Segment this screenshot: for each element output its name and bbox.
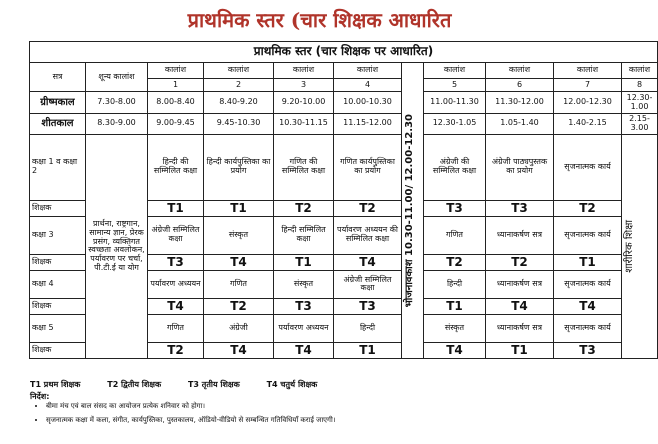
subject-cell: ध्यानाकर्षण सत्र: [486, 216, 554, 254]
teacher-cell: T3: [554, 343, 622, 359]
time-cell: 2.15-3.00: [622, 114, 658, 135]
subject-cell: अंग्रेजी पाठ्यपुस्तक का प्रयोग: [486, 134, 554, 200]
subject-cell: हिन्दी की सम्मिलित कक्षा: [148, 134, 204, 200]
teacher-cell: T1: [554, 254, 622, 270]
subject-cell: सृजनात्मक कार्य: [554, 216, 622, 254]
teacher-cell: T4: [204, 254, 274, 270]
col-header: कालांश: [204, 63, 274, 79]
subject-cell: सृजनात्मक कार्य: [554, 270, 622, 298]
teacher-cell: T4: [486, 298, 554, 314]
time-cell: 10.30-11.15: [274, 114, 334, 135]
teacher-cell: T4: [554, 298, 622, 314]
time-cell: 12.30-1.00: [622, 92, 658, 114]
winter-label: शीतकाल: [30, 114, 86, 135]
page-title: प्राथमिक स्तर (चार शिक्षक आधारित: [187, 8, 452, 32]
subject-cell: पर्यावरण अध्ययन: [274, 315, 334, 343]
col-header-zero: शून्य कालांश: [86, 63, 148, 92]
header-row: [30, 63, 658, 79]
subject-cell: गणित: [148, 315, 204, 343]
time-cell: 12.30-1.05: [424, 114, 486, 135]
time-cell: 1.40-2.15: [554, 114, 622, 135]
col-header: कालांश: [622, 63, 658, 79]
teacher-cell: T2: [334, 200, 402, 216]
teacher-cell: T4: [424, 343, 486, 359]
subject-cell: पर्यावरण अध्ययन: [148, 270, 204, 298]
class-label: कक्षा 1 व कक्षा 2: [30, 134, 86, 200]
class-1-2-row: [30, 134, 658, 200]
subject-cell: ध्यानाकर्षण सत्र: [486, 270, 554, 298]
teacher-cell: T4: [204, 343, 274, 359]
teacher-label: शिक्षक: [30, 254, 86, 270]
teacher-cell: T1: [486, 343, 554, 359]
class-label: कक्षा 3: [30, 216, 86, 254]
time-cell: 8.00-8.40: [148, 92, 204, 114]
teacher-legend: [30, 379, 341, 390]
legend-item: T1 प्रथम शिक्षक: [30, 380, 81, 389]
teacher-cell: T2: [148, 343, 204, 359]
col-header: कालांश: [554, 63, 622, 79]
teacher-cell: T2: [554, 200, 622, 216]
subject-cell: गणित: [204, 270, 274, 298]
teacher-cell: T1: [274, 254, 334, 270]
time-cell: 12.00-12.30: [554, 92, 622, 114]
col-header: कालांश: [148, 63, 204, 79]
period-number: 6: [486, 79, 554, 92]
col-header: कालांश: [424, 63, 486, 79]
teacher-cell: T4: [334, 254, 402, 270]
physical-education-cell: [622, 134, 658, 359]
time-cell: 9.45-10.30: [204, 114, 274, 135]
teacher-cell: T4: [148, 298, 204, 314]
teacher-cell: T4: [274, 343, 334, 359]
teacher-label: शिक्षक: [30, 298, 86, 314]
teacher-cell: T1: [424, 298, 486, 314]
col-header-session: सत्र: [30, 63, 86, 92]
period-number: 8: [622, 79, 658, 92]
time-cell: 10.00-10.30: [334, 92, 402, 114]
subject-cell: संस्कृत: [204, 216, 274, 254]
subject-cell: हिन्दी: [424, 270, 486, 298]
col-header: कालांश: [274, 63, 334, 79]
subject-cell: गणित: [424, 216, 486, 254]
legend-item: T4 चतुर्थ शिक्षक: [266, 380, 318, 389]
summer-row: [30, 92, 658, 114]
period-number: 5: [424, 79, 486, 92]
notes-list: [30, 402, 626, 430]
teacher-cell: T3: [334, 298, 402, 314]
subject-cell: संस्कृत: [274, 270, 334, 298]
period-number: 2: [204, 79, 274, 92]
timetable: [29, 41, 658, 359]
lunch-column: [402, 63, 424, 359]
subject-cell: अंग्रेजी सम्मिलित कक्षा: [148, 216, 204, 254]
subject-cell: हिन्दी कार्यपुस्तिका का प्रयोग: [204, 134, 274, 200]
time-cell: 8.40-9.20: [204, 92, 274, 114]
class-label: कक्षा 5: [30, 315, 86, 343]
teacher-cell: T2: [274, 200, 334, 216]
class-label: कक्षा 4: [30, 270, 86, 298]
legend-item: T3 तृतीय शिक्षक: [187, 380, 240, 389]
teacher-cell: T1: [334, 343, 402, 359]
subject-cell: पर्यावरण अध्ययन की सम्मिलित कक्षा: [334, 216, 402, 254]
notes-title: निर्देश:: [30, 392, 50, 401]
table-heading: प्राथमिक स्तर (चार शिक्षक पर आधारित): [30, 42, 658, 63]
teacher-cell: T2: [204, 298, 274, 314]
subject-cell: गणित कार्यपुस्तिका का प्रयोग: [334, 134, 402, 200]
teacher-cell: T3: [486, 200, 554, 216]
time-cell: 9.00-9.45: [148, 114, 204, 135]
teacher-cell: T2: [486, 254, 554, 270]
summer-zero-time: 7.30-8.00: [86, 92, 148, 114]
teacher-label: शिक्षक: [30, 200, 86, 216]
teacher-cell: T3: [274, 298, 334, 314]
teacher-cell: T1: [204, 200, 274, 216]
note-item: • बीमा मंच एवं बाल संसद का आयोजन प्रत्येक शनिवार को होगा।: [46, 402, 626, 411]
subject-cell: हिन्दी सम्मिलित कक्षा: [274, 216, 334, 254]
subject-cell: अंग्रेजी की सम्मिलित कक्षा: [424, 134, 486, 200]
lunch-label: भोजनावकाश 10.30-11.00/ 12.00-12.30: [404, 114, 415, 308]
period-number: 7: [554, 79, 622, 92]
teacher-cell: T3: [148, 254, 204, 270]
period-number: 3: [274, 79, 334, 92]
subject-cell: अंग्रेजी सम्मिलित कक्षा: [334, 270, 402, 298]
time-cell: 11.00-11.30: [424, 92, 486, 114]
subject-cell: गणित की सम्मिलित कक्षा: [274, 134, 334, 200]
summer-label: ग्रीष्मकाल: [30, 92, 86, 114]
teacher-cell: T2: [424, 254, 486, 270]
teacher-cell: T3: [424, 200, 486, 216]
legend-item: T2 द्वितीय शिक्षक: [107, 380, 162, 389]
time-cell: 11.15-12.00: [334, 114, 402, 135]
physical-education-label: शारीरिक शिक्षा: [624, 220, 635, 273]
period-number: 1: [148, 79, 204, 92]
time-cell: 1.05-1.40: [486, 114, 554, 135]
subject-cell: सृजनात्मक कार्य: [554, 315, 622, 343]
note-item: • सृजनात्मक कक्षा में कला, संगीत, कार्यपुस्तिका, पुस्तकालय, ऑडियो-वीडियो से सम्बन्धित गतिविधियाँ कराई जाएगी।: [46, 416, 626, 425]
time-cell: 9.20-10.00: [274, 92, 334, 114]
subject-cell: सृजनात्मक कार्य: [554, 134, 622, 200]
winter-row: [30, 114, 658, 135]
col-header: कालांश: [486, 63, 554, 79]
subject-cell: हिन्दी: [334, 315, 402, 343]
subject-cell: अंग्रेजी: [204, 315, 274, 343]
period-number: 4: [334, 79, 402, 92]
teacher-cell: T1: [148, 200, 204, 216]
teacher-label: शिक्षक: [30, 343, 86, 359]
subject-cell: ध्यानाकर्षण सत्र: [486, 315, 554, 343]
time-cell: 11.30-12.00: [486, 92, 554, 114]
subject-cell: संस्कृत: [424, 315, 486, 343]
col-header: कालांश: [334, 63, 402, 79]
zero-period-activity: प्रार्थना, राष्ट्रगान, सामान्य ज्ञान, प्रेरक प्रसंग, व्यक्तिगत स्वच्छता अवलोकन, पर्यावरण पर चर्चा, पी.टी.ई या योग: [86, 134, 148, 359]
winter-zero-time: 8.30-9.00: [86, 114, 148, 135]
